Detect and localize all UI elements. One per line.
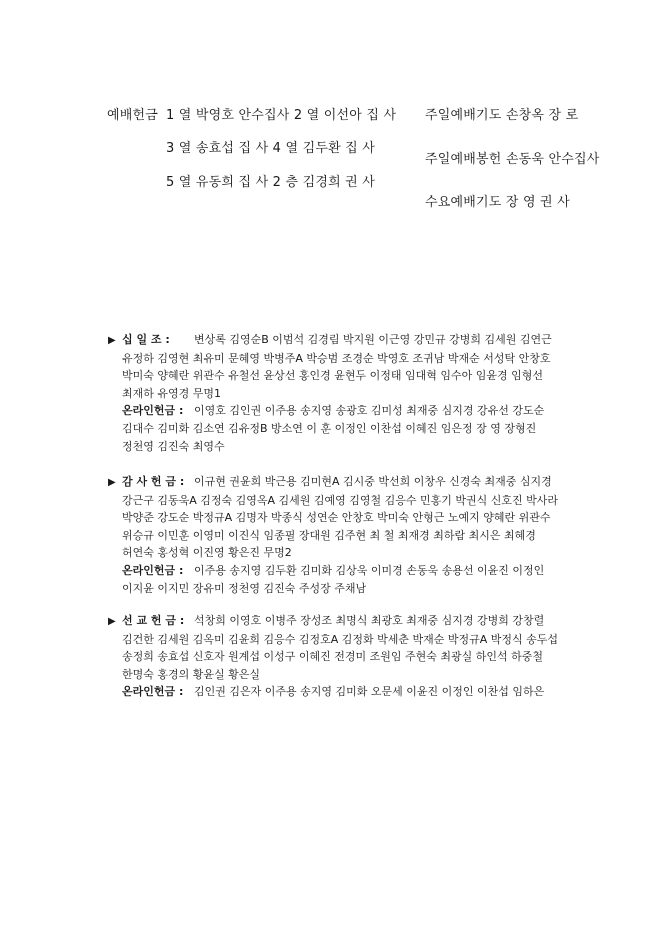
thanksgiving-names-line: 이규현 권윤희 박근용 김미현A 김시중 박선희 이창우 신경숙 최재중 심지경	[194, 475, 552, 488]
mission-names-line: 김건한 김세원 김옥미 김윤희 김응수 김정호A 김정화 박세춘 박재순 박정규A 박정식 송두섭	[122, 632, 559, 646]
tithe-section	[108, 331, 578, 455]
arrow-icon: ▶	[108, 477, 116, 488]
thanksgiving-names-line: 허연숙 홍성혁 이진영 황은진 무명2	[122, 546, 292, 560]
offering-duty-row-2: 3 열 송효섭 집 사 4 열 김두환 집 사	[166, 141, 376, 156]
sunday-prayer-duty: 주일예배기도 손창옥 장 로	[425, 108, 579, 123]
mission-names-line: 한명숙 홍경의 황윤실 황은실	[122, 667, 261, 681]
mission-section	[108, 612, 578, 701]
arrow-icon: ▶	[108, 335, 116, 346]
tithe-names-line: 최재하 유영경 무명1	[122, 386, 221, 400]
thanksgiving-label: ▶ 감 사 헌 금 :	[108, 473, 194, 492]
tithe-online-label: 온라인헌금 :	[122, 404, 184, 418]
thanksgiving-online-label: 온라인헌금 :	[122, 563, 184, 577]
tithe-names-line: 유정하 김영현 최유미 문혜영 박병주A 박승범 조경순 박영호 조귀남 박재순 서성탁 안창호	[122, 351, 551, 365]
thanksgiving-names-line: 강근구 김동욱A 김정숙 김영옥A 김세원 김예영 김영철 김응수 민홍기 박권식 신호진 박사라	[122, 493, 559, 507]
thanksgiving-names-line: 위승규 이민훈 이영미 이진식 임종필 장대원 김주현 최 철 최재경 최하람 최시은 최혜경	[122, 528, 536, 542]
mission-names-line: 송정희 송효섭 신호자 원계섭 이성구 이혜진 전경미 조원임 주현숙 최광실 하인석 하중철	[122, 650, 543, 664]
offering-duty-row-3: 5 열 유동희 집 사 2 층 김경희 권 사	[166, 175, 376, 190]
thanksgiving-names-line: 박양준 강도순 박정규A 김명자 박종식 성연순 안창호 박미숙 안형근 노예지 양혜란 위관수	[122, 511, 551, 525]
mission-online-names-line: 김인권 김은자 이주용 송지영 김미화 오문세 이윤진 이정인 이찬섭 임하은	[194, 685, 545, 699]
offering-duty-label	[107, 108, 158, 124]
mission-online-label: 온라인헌금 :	[122, 685, 184, 699]
tithe-names-line: 박미숙 양혜란 위관수 유철선 윤상선 홍인경 윤현두 이정태 임대혁 임수아 임윤경 임형선	[122, 369, 543, 383]
arrow-icon: ▶	[108, 616, 116, 627]
mission-names-line: 석창희 이영호 이병주 장성조 최명식 최광호 최재중 심지경 강병희 강창렬	[194, 614, 545, 627]
thanksgiving-section	[108, 473, 578, 597]
offering-label: 예배헌금	[107, 108, 159, 123]
tithe-online-names-line: 이영호 김인권 이주용 송지영 송광호 김미성 최재중 심지경 강유선 강도순	[194, 404, 545, 418]
thanksgiving-online-names-line: 이주용 송지영 김두환 김미화 김상욱 이미경 손동욱 송용선 이윤진 이정인	[194, 563, 545, 577]
thanksgiving-online-names-line: 이지윤 이지민 장유미 정천영 김진숙 주성장 주채남	[122, 581, 367, 595]
sunday-offering-prayer-duty: 주일예배봉헌 손동욱 안수집사	[425, 152, 600, 167]
wednesday-prayer-duty: 수요예배기도 장 영 권 사	[425, 195, 570, 210]
tithe-online-names-line: 정천영 김진숙 최영수	[122, 439, 225, 453]
mission-label: ▶ 선 교 헌 금 :	[108, 612, 194, 631]
offering-duty-row-1: 1 열 박영호 안수집사 2 열 이선아 집 사	[166, 108, 397, 123]
tithe-label: ▶ 십 일 조 :	[108, 331, 194, 350]
tithe-online-names-line: 김대수 김미화 김소연 김유정B 방소연 이 훈 이정인 이찬섭 이혜진 임은정 장 영 장형진	[122, 421, 537, 435]
tithe-names-line: 변상록 김영순B 이범석 김경림 박지원 이근영 강민규 강병희 김세원 김연근	[194, 333, 552, 346]
